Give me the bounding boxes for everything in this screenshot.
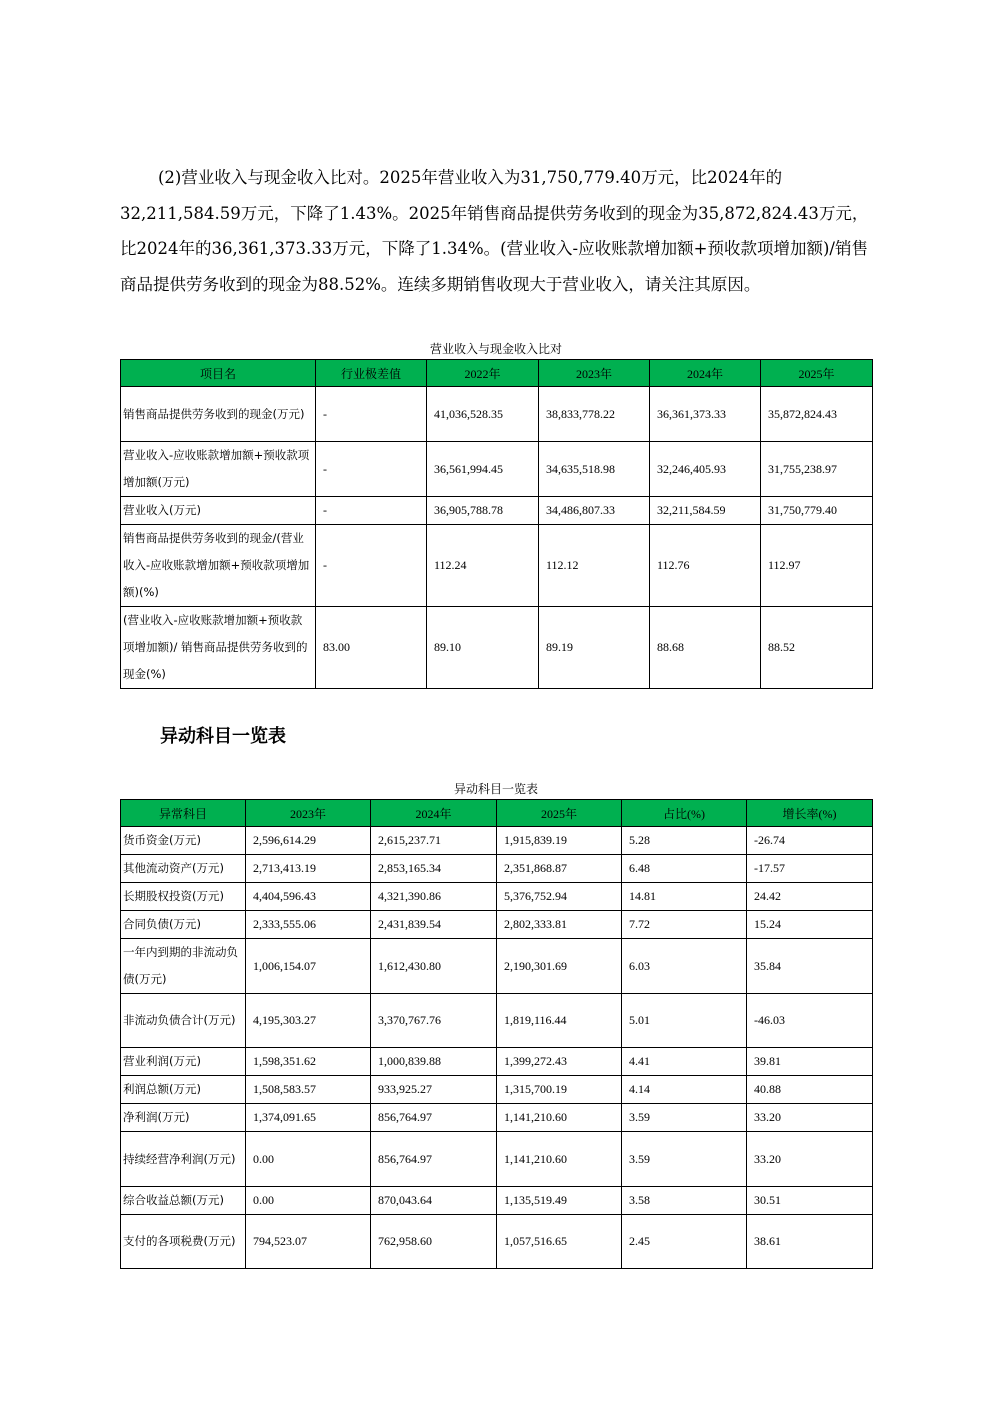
table-row <box>121 1104 873 1132</box>
row-label: 一年内到期的非流动负债(万元) <box>121 939 246 994</box>
table-cell: 2,333,555.06 <box>246 911 371 939</box>
row-label: 合同负债(万元) <box>121 911 246 939</box>
table-cell: 4.14 <box>622 1076 747 1104</box>
column-header: 2023年 <box>539 360 650 387</box>
table-cell: 38,833,778.22 <box>539 387 650 442</box>
table-cell: 39.81 <box>747 1048 873 1076</box>
row-label: 营业收入(万元) <box>121 497 316 525</box>
table-cell: 14.81 <box>622 883 747 911</box>
table-cell: 24.42 <box>747 883 873 911</box>
table-cell: 30.51 <box>747 1187 873 1215</box>
table-cell: 5.01 <box>622 994 747 1048</box>
table-cell: 7.72 <box>622 911 747 939</box>
table-row <box>121 497 873 525</box>
table-row <box>121 525 873 607</box>
column-header: 2025年 <box>497 800 622 827</box>
table-row <box>121 1132 873 1187</box>
table-row <box>121 607 873 689</box>
table-cell: 31,750,779.40 <box>761 497 873 525</box>
row-label: 销售商品提供劳务收到的现金(万元) <box>121 387 316 442</box>
table-cell: -26.74 <box>747 827 873 855</box>
table-cell: 2,853,165.34 <box>371 855 497 883</box>
table-cell: 856,764.97 <box>371 1132 497 1187</box>
table-cell: 89.10 <box>427 607 539 689</box>
table-cell: 1,598,351.62 <box>246 1048 371 1076</box>
revenue-cash-table <box>120 359 873 689</box>
table-cell: 36,361,373.33 <box>650 387 761 442</box>
table-cell: 1,057,516.65 <box>497 1215 622 1269</box>
table-cell: 32,246,405.93 <box>650 442 761 497</box>
table-cell: 1,135,519.49 <box>497 1187 622 1215</box>
table-cell: 35,872,824.43 <box>761 387 873 442</box>
table-cell: 4.41 <box>622 1048 747 1076</box>
table-row <box>121 939 873 994</box>
column-header: 项目名 <box>121 360 316 387</box>
table-cell: 0.00 <box>246 1187 371 1215</box>
column-header: 2022年 <box>427 360 539 387</box>
table-cell: - <box>316 387 427 442</box>
column-header: 占比(%) <box>622 800 747 827</box>
table-cell: 5,376,752.94 <box>497 883 622 911</box>
table-cell: 40.88 <box>747 1076 873 1104</box>
row-label: 支付的各项税费(万元) <box>121 1215 246 1269</box>
table-cell: 5.28 <box>622 827 747 855</box>
table-cell: 762,958.60 <box>371 1215 497 1269</box>
row-label: 综合收益总额(万元) <box>121 1187 246 1215</box>
table-cell: -17.57 <box>747 855 873 883</box>
table-cell: 112.76 <box>650 525 761 607</box>
table-cell: 35.84 <box>747 939 873 994</box>
table-row <box>121 827 873 855</box>
table-cell: 1,915,839.19 <box>497 827 622 855</box>
table-cell: 3.59 <box>622 1104 747 1132</box>
table-cell: 83.00 <box>316 607 427 689</box>
column-header: 2025年 <box>761 360 873 387</box>
table-cell: 1,612,430.80 <box>371 939 497 994</box>
row-label: 利润总额(万元) <box>121 1076 246 1104</box>
row-label: 其他流动资产(万元) <box>121 855 246 883</box>
table-cell: 2,802,333.81 <box>497 911 622 939</box>
table-cell: 3,370,767.76 <box>371 994 497 1048</box>
table-cell: - <box>316 525 427 607</box>
row-label: 营业利润(万元) <box>121 1048 246 1076</box>
table-cell: 1,508,583.57 <box>246 1076 371 1104</box>
table-cell: 2,615,237.71 <box>371 827 497 855</box>
table-cell: 4,404,596.43 <box>246 883 371 911</box>
table-cell: 32,211,584.59 <box>650 497 761 525</box>
table-cell: 1,006,154.07 <box>246 939 371 994</box>
table-cell: 6.03 <box>622 939 747 994</box>
column-header: 2023年 <box>246 800 371 827</box>
table-cell: 2,596,614.29 <box>246 827 371 855</box>
row-label: 非流动负债合计(万元) <box>121 994 246 1048</box>
table-cell: 112.12 <box>539 525 650 607</box>
table-cell: 0.00 <box>246 1132 371 1187</box>
table-cell: 88.52 <box>761 607 873 689</box>
table-cell: 870,043.64 <box>371 1187 497 1215</box>
table-cell: 33.20 <box>747 1104 873 1132</box>
table-cell: 2,351,868.87 <box>497 855 622 883</box>
section-heading: 异动科目一览表 <box>160 726 286 747</box>
table-row <box>121 911 873 939</box>
table-row <box>121 883 873 911</box>
row-label: 持续经营净利润(万元) <box>121 1132 246 1187</box>
table-cell: 112.24 <box>427 525 539 607</box>
table-row <box>121 1076 873 1104</box>
table-cell: 36,561,994.45 <box>427 442 539 497</box>
table-cell: 1,000,839.88 <box>371 1048 497 1076</box>
table-cell: 1,141,210.60 <box>497 1104 622 1132</box>
table-header-row <box>121 360 873 387</box>
row-label: (营业收入-应收账款增加额+预收款项增加额)/ 销售商品提供劳务收到的现金(%) <box>121 607 316 689</box>
table-cell: 3.58 <box>622 1187 747 1215</box>
table-row <box>121 1215 873 1269</box>
table-cell: 1,141,210.60 <box>497 1132 622 1187</box>
table-cell: 88.68 <box>650 607 761 689</box>
table-cell: 1,399,272.43 <box>497 1048 622 1076</box>
table-row <box>121 1048 873 1076</box>
table-cell: 34,635,518.98 <box>539 442 650 497</box>
column-header: 2024年 <box>650 360 761 387</box>
table-cell: 36,905,788.78 <box>427 497 539 525</box>
column-header: 2024年 <box>371 800 497 827</box>
table-cell: 41,036,528.35 <box>427 387 539 442</box>
table-cell: 112.97 <box>761 525 873 607</box>
table-cell: 933,925.27 <box>371 1076 497 1104</box>
table-cell: 856,764.97 <box>371 1104 497 1132</box>
table-cell: 34,486,807.33 <box>539 497 650 525</box>
row-label: 货币资金(万元) <box>121 827 246 855</box>
table-cell: 2,190,301.69 <box>497 939 622 994</box>
table-cell: 4,195,303.27 <box>246 994 371 1048</box>
table-cell: 31,755,238.97 <box>761 442 873 497</box>
table-cell: 89.19 <box>539 607 650 689</box>
column-header: 异常科目 <box>121 800 246 827</box>
table-cell: 1,374,091.65 <box>246 1104 371 1132</box>
row-label: 营业收入-应收账款增加额+预收款项增加额(万元) <box>121 442 316 497</box>
table-cell: 2.45 <box>622 1215 747 1269</box>
table-cell: - <box>316 497 427 525</box>
table-cell: 6.48 <box>622 855 747 883</box>
column-header: 行业极差值 <box>316 360 427 387</box>
table-row <box>121 387 873 442</box>
table-cell: - <box>316 442 427 497</box>
table-row <box>121 1187 873 1215</box>
table-cell: 4,321,390.86 <box>371 883 497 911</box>
table-row <box>121 442 873 497</box>
table1-caption: 营业收入与现金收入比对 <box>429 342 562 356</box>
table-row <box>121 855 873 883</box>
table2-caption: 异动科目一览表 <box>453 782 538 796</box>
row-label: 销售商品提供劳务收到的现金/(营业收入-应收账款增加额+预收款项增加额)(%) <box>121 525 316 607</box>
table-cell: 2,431,839.54 <box>371 911 497 939</box>
table-cell: 33.20 <box>747 1132 873 1187</box>
table-cell: -46.03 <box>747 994 873 1048</box>
table-header-row <box>121 800 873 827</box>
column-header: 增长率(%) <box>747 800 873 827</box>
table-row <box>121 994 873 1048</box>
analysis-paragraph <box>120 160 872 302</box>
table-cell: 794,523.07 <box>246 1215 371 1269</box>
table-cell: 1,315,700.19 <box>497 1076 622 1104</box>
table-cell: 15.24 <box>747 911 873 939</box>
anomaly-accounts-table <box>120 799 873 1269</box>
row-label: 长期股权投资(万元) <box>121 883 246 911</box>
table-cell: 38.61 <box>747 1215 873 1269</box>
analysis-text: (2)营业收入与现金收入比对。2025年营业收入为31,750,779.40万元，比2024年的32,211,584.59万元，下降了1.43%。2025年销售商品提供劳务收到的现金为35,872,824.43万元，比2024年的36,361,373.33万元，下降了1.34%。(营业收入-应收账款增加额+预收款项增加额)/销售商品提供劳务收到的现金为88.52%。连续多期销售收现大于营业收入，请关注其原因。 <box>120 168 869 294</box>
table-cell: 1,819,116.44 <box>497 994 622 1048</box>
row-label: 净利润(万元) <box>121 1104 246 1132</box>
table-cell: 3.59 <box>622 1132 747 1187</box>
table-cell: 2,713,413.19 <box>246 855 371 883</box>
